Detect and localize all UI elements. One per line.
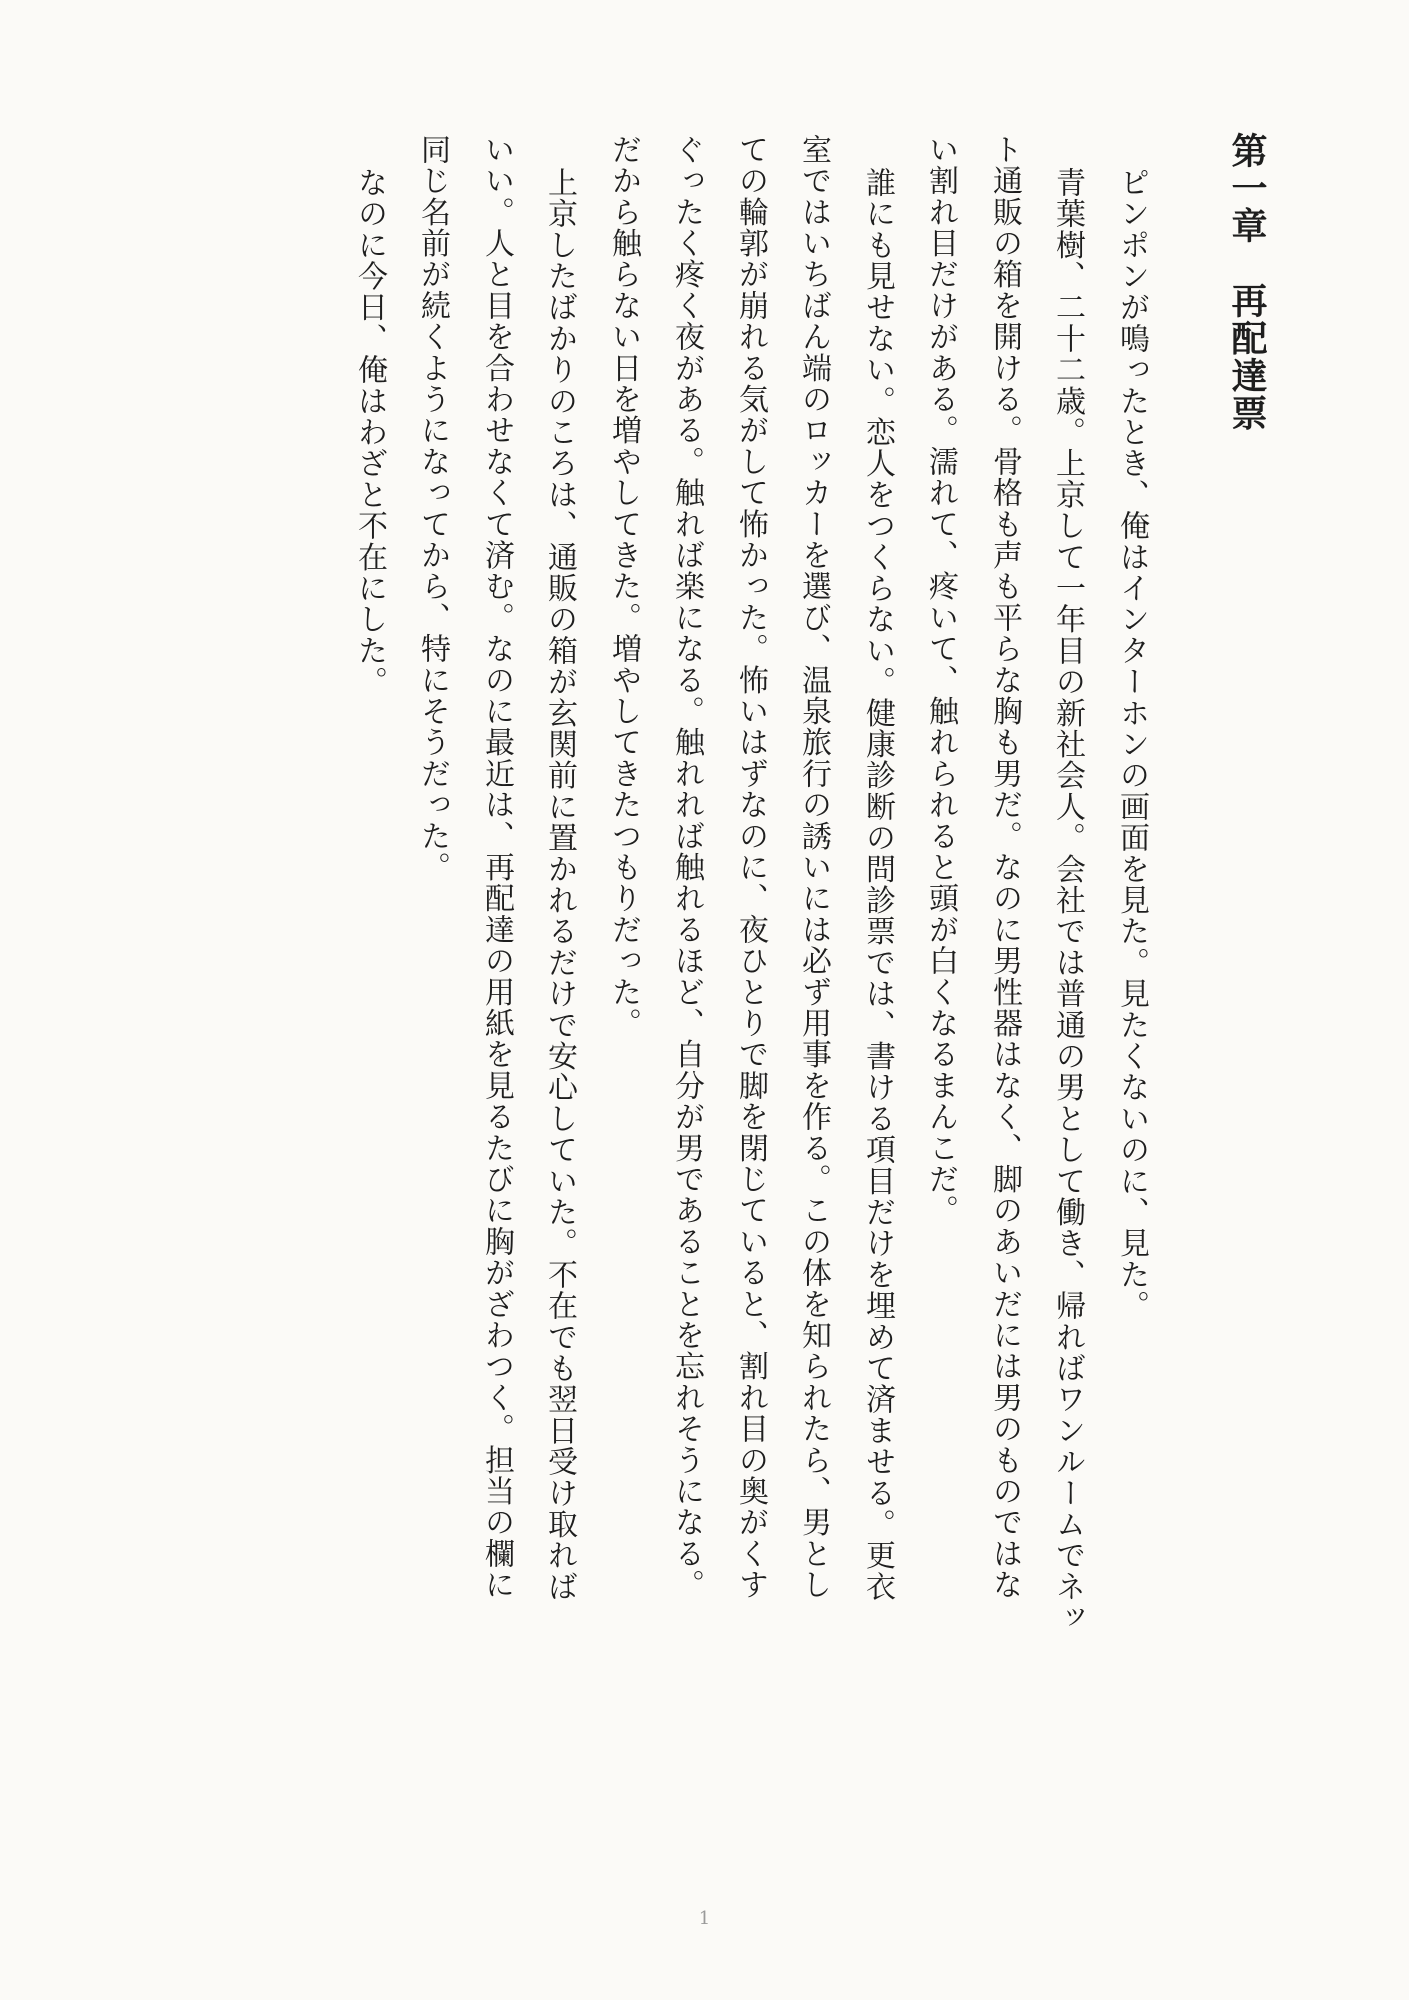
body-line: ピンポンが鳴ったとき、俺はインターホンの画面を見た。見たくないのに、見た。 (1114, 167, 1149, 1322)
body-line: 室ではいちばん端のロッカーを選び、温泉旅行の誘いには必ず用事を作る。この体を知られたら、男とし (796, 134, 831, 1601)
chapter-title: 第一章 再配達票 (1226, 132, 1268, 432)
body-line: ト通販の箱を開ける。骨格も声も平らな胸も男だ。なのに男性器はなく、脚のあいだには男のものではな (987, 134, 1022, 1601)
body-line: ぐったく疼く夜がある。触れば楽になる。触れれば触れるほど、自分が男であることを忘れそうになる。 (669, 134, 704, 1601)
body-line: 誰にも見せない。恋人をつくらない。健康診断の問診票では、書ける項目だけを埋めて済ませる。更衣 (860, 167, 895, 1603)
body-line: だから触らない日を増やしてきた。増やしてきたつもりだった。 (606, 134, 641, 1039)
body-line: なのに今日、俺はわざと不在にした。 (352, 167, 387, 698)
body-line: 上京したばかりのころは、通販の箱が玄関前に置かれるだけで安心していた。不在でも翌日受け取れば (542, 167, 577, 1603)
body-line: いい。人と目を合わせなくて済む。なのに最近は、再配達の用紙を見るたびに胸がざわつく。担当の欄に (479, 134, 514, 1601)
page-number: 1 (698, 1908, 711, 1929)
body-line: 同じ名前が続くようになってから、特にそうだった。 (415, 134, 450, 883)
body-line: 青葉樹、二十二歳。上京して一年目の新社会人。会社では普通の男として働き、帰ればワンルームでネッ (1050, 167, 1085, 1634)
body-line: ての輪郭が崩れる気がして怖かった。怖いはずなのに、夜ひとりで脚を閉じていると、割れ目の奥がくす (733, 134, 768, 1601)
body-line: い割れ目だけがある。濡れて、疼いて、触れられると頭が白くなるまんこだ。 (923, 134, 958, 1226)
